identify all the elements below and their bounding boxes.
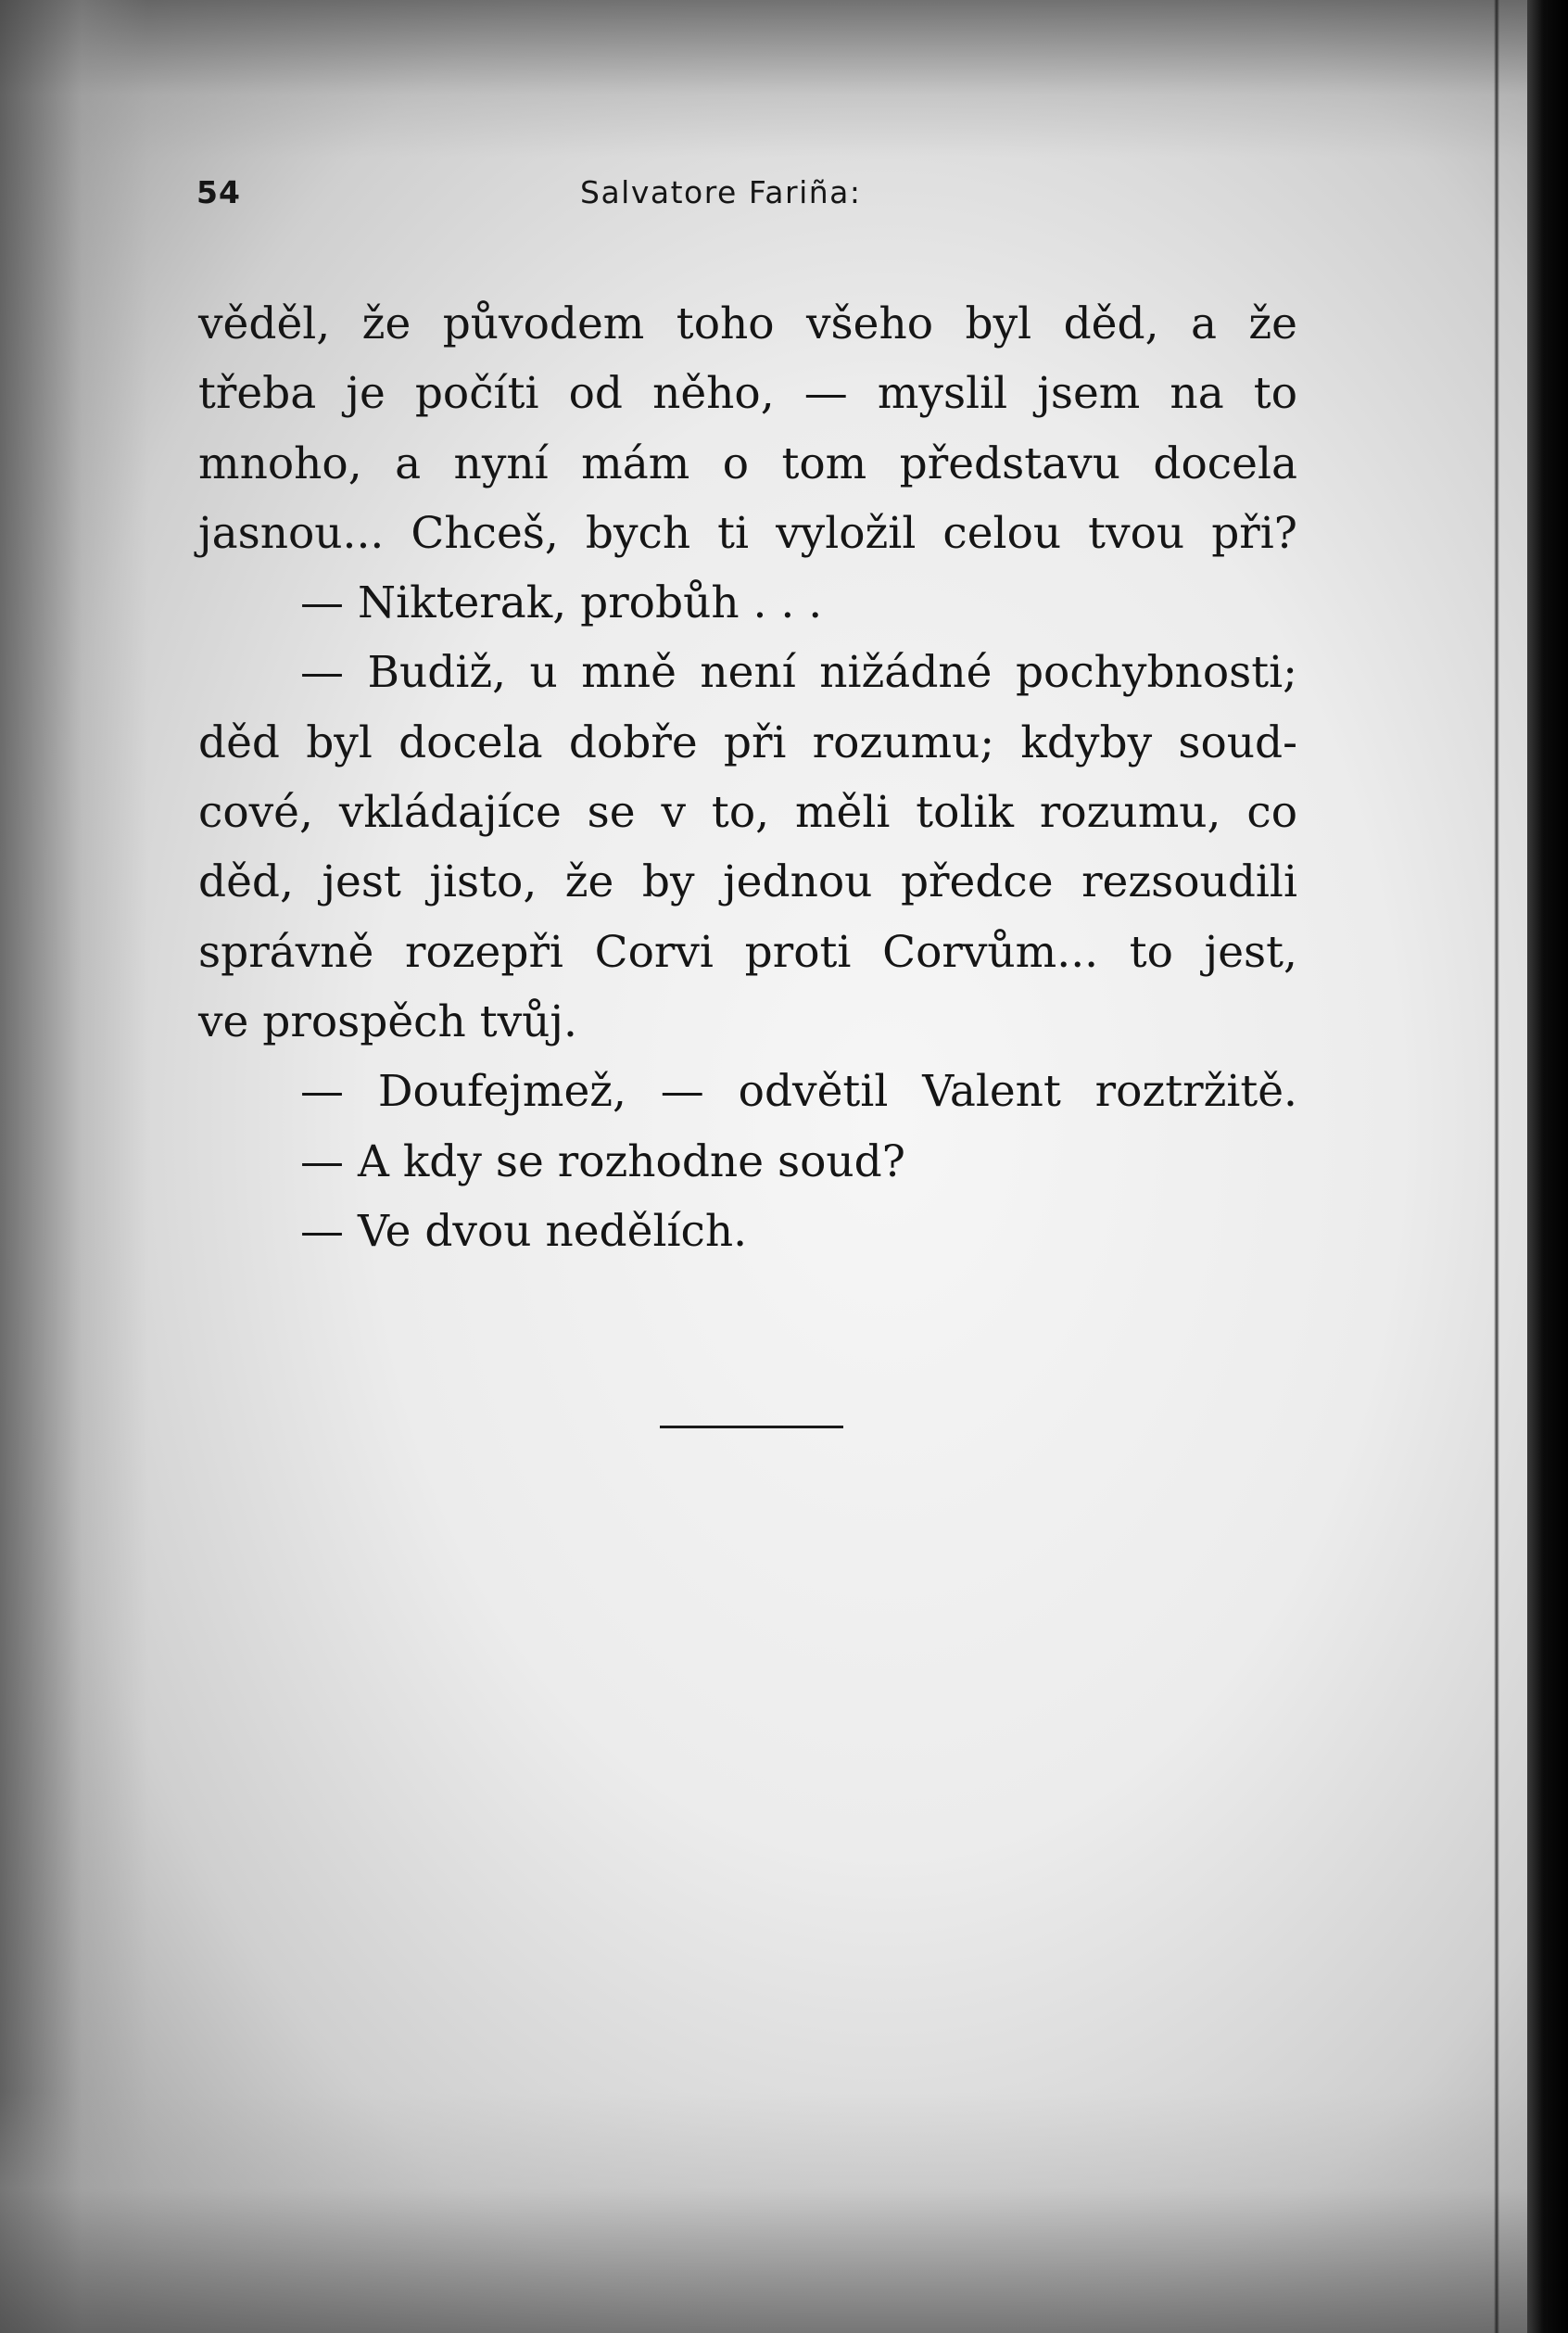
text-line: děd, jest jisto, že by jednou předce rezsoudili xyxy=(198,856,1297,908)
page-edge-line xyxy=(1494,0,1499,2333)
page-left-shadow xyxy=(0,0,148,2333)
dialogue-line: — Nikterak, probůh . . . xyxy=(300,577,823,629)
page-number: 54 xyxy=(196,174,241,210)
page-bottom-shadow xyxy=(0,2092,1527,2333)
text-line: správně rozepři Corvi proti Corvům... to jest, xyxy=(198,926,1297,978)
text-line: mnoho, a nyní mám o tom představu docela xyxy=(198,437,1297,489)
dialogue-line: — Budiž, u mně není nižádné pochybnosti; xyxy=(300,647,1297,699)
text-line: děd byl docela dobře při rozumu; kdyby soud- xyxy=(198,716,1297,768)
page-header xyxy=(196,174,1313,221)
text-line: věděl, že původem toho všeho byl děd, a že xyxy=(198,298,1297,349)
page-top-shadow xyxy=(0,0,1527,158)
text-line: třeba je počíti od něho, — myslil jsem na to xyxy=(198,368,1297,420)
dialogue-line: — Doufejmež, — odvětil Valent roztržitě. xyxy=(300,1066,1297,1118)
running-title: Salvatore Fariña: xyxy=(580,174,862,210)
text-line: cové, vkládajíce se v to, měli tolik rozumu, co xyxy=(198,787,1297,839)
section-end-rule xyxy=(660,1426,843,1428)
body-text xyxy=(198,289,1297,1266)
dialogue-line: — Ve dvou nedělích. xyxy=(300,1205,748,1257)
dialogue-line: — A kdy se rozhodne soud? xyxy=(300,1135,905,1187)
text-line: ve prospěch tvůj. xyxy=(198,995,577,1047)
text-line: jasnou... Chceš, bych ti vyložil celou tvou při? xyxy=(198,507,1297,559)
scan-dark-edge xyxy=(1527,0,1568,2333)
